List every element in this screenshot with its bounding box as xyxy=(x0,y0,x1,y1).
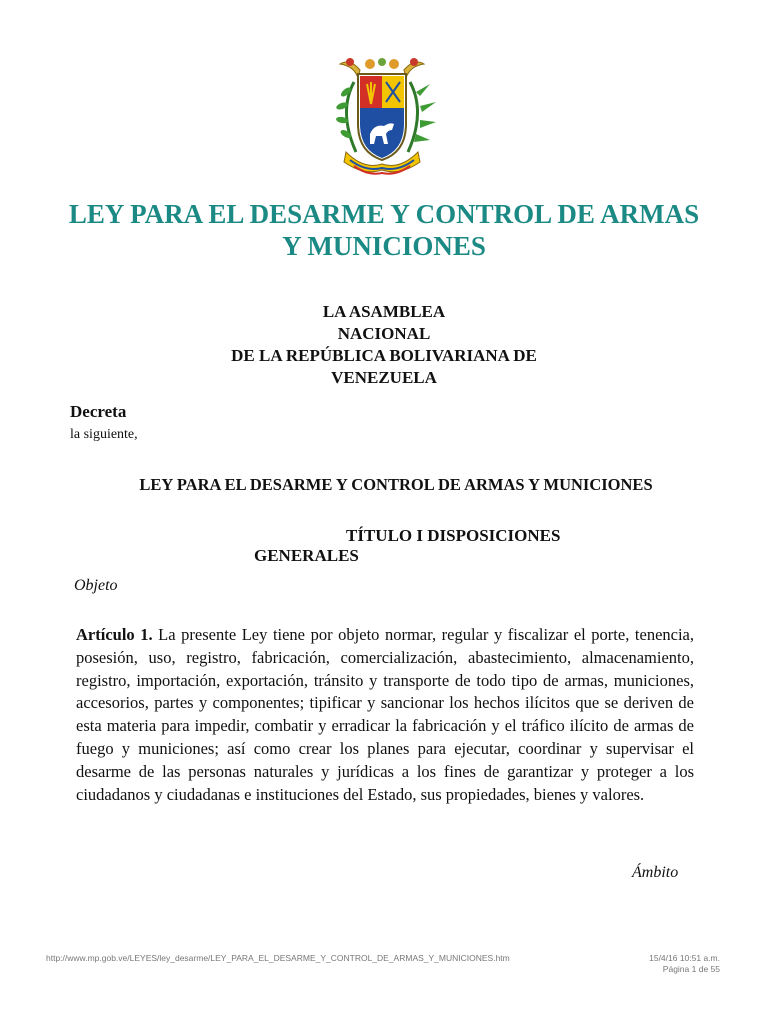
assembly-heading xyxy=(180,301,588,389)
assembly-line: LA ASAMBLEA xyxy=(322,302,446,321)
article-1-label: Artículo 1. xyxy=(76,625,153,644)
assembly-line: DE LA REPÚBLICA BOLIVARIANA DE xyxy=(231,346,537,365)
document-title: LEY PARA EL DESARME Y CONTROL DE ARMAS Y MUNICIONES xyxy=(68,199,700,261)
assembly-line: NACIONAL xyxy=(337,324,431,343)
footer-page-number: Página 1 de 55 xyxy=(662,964,720,974)
title-i-heading-line2: GENERALES xyxy=(254,546,359,565)
article-1-text: La presente Ley tiene por objeto normar, regular y fiscalizar el porte, tenencia, posesión, uso, registro, fabricación, comercialización, abastecimiento, almacenamiento, registro, importación, exportación, tránsito y transporte de todo tipo de armas, municiones, accesorios, partes y componentes; tipificar y sancionar los hechos ilícitos que se deriven de esta materia para impedir, combatir y erradicar la fabricación y el tráfico ilícito de armas de fuego y municiones; así como crear los planes para ejecutar, coordinar y supervisar el desarme de las personas naturales y jurídicas a los fines de garantizar y proteger a los ciudadanos y ciudadanas e instituciones del Estado, sus propiedades, bienes y valores. xyxy=(76,625,694,804)
title-i-heading-line1: TÍTULO I DISPOSICIONES xyxy=(346,526,561,545)
footer-datetime: 15/4/16 10:51 a.m. xyxy=(649,953,720,963)
decreta-heading: Decreta xyxy=(70,402,127,421)
assembly-line: VENEZUELA xyxy=(331,368,437,387)
ambito-heading: Ámbito xyxy=(632,864,679,881)
footer-url: http://www.mp.gob.ve/LEYES/ley_desarme/LEY_PARA_EL_DESARME_Y_CONTROL_DE_ARMAS_Y_MUNICIONES.htm xyxy=(46,953,510,963)
article-1-paragraph xyxy=(76,624,694,806)
coat-of-arms-icon xyxy=(320,52,444,178)
law-subtitle: LEY PARA EL DESARME Y CONTROL DE ARMAS Y MUNICIONES xyxy=(139,475,653,494)
siguiente-text: la siguiente, xyxy=(70,427,138,442)
objeto-heading: Objeto xyxy=(74,577,118,594)
